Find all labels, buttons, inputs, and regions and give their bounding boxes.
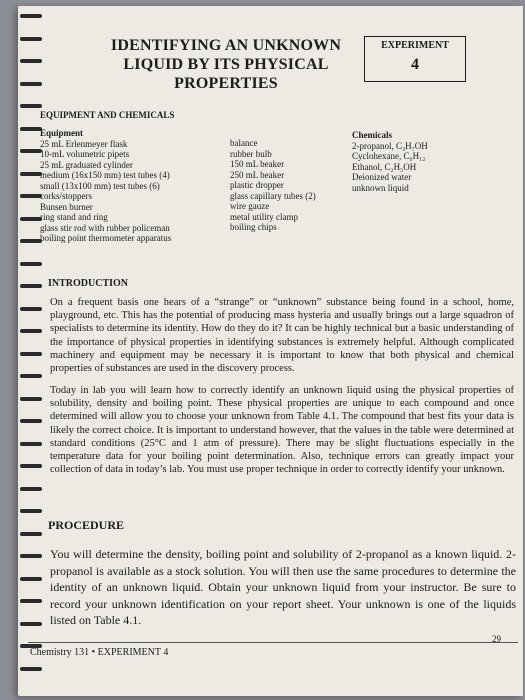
binding-ring [20, 172, 42, 176]
binding-ring [20, 127, 42, 131]
binding-ring [20, 577, 42, 581]
equipment-item: wire gauze [230, 201, 270, 211]
chemical-item: Deionized water [352, 172, 412, 182]
introduction-heading: INTRODUCTION [48, 278, 129, 289]
chemical-item: unknown liquid [352, 182, 409, 193]
equipment-item: 250 mL beaker [230, 169, 285, 180]
binding-ring [20, 374, 42, 378]
equipment-subheading: Equipment [40, 128, 84, 138]
title-line-3: PROPERTIES [174, 75, 278, 92]
equipment-item: small (13x100 mm) test tubes (6) [40, 180, 160, 191]
binding-ring [20, 599, 42, 603]
equipment-item: boiling point thermometer apparatus [40, 233, 172, 243]
chemical-item: Ethanol, C₂H₅OH [352, 161, 417, 172]
equipment-item: corks/stoppers [40, 191, 92, 201]
binding-ring [20, 622, 42, 626]
procedure-paragraph: You will determine the density, boiling point and solubility of 2-propanol as a known liquid. 2-propanol is available as a stock solution. You will then use the same procedures to determine the identity of an unknown liquid. Obtain your unknown liquid from your instructor. Be sure to record your unknown identification on your report sheet. Your unknown is one of the liquids listed on Table 4.1. [50, 547, 516, 627]
binding-ring [20, 442, 42, 446]
binding-ring [20, 59, 42, 63]
equipment-column-2 [230, 138, 316, 233]
equipment-item: glass stir rod with rubber policeman [40, 222, 170, 233]
binding-ring [20, 487, 42, 491]
binding-ring [20, 217, 42, 221]
binding-ring [20, 532, 42, 536]
textbook-page [18, 6, 523, 696]
page-number: 29 [492, 634, 501, 644]
equipment-item: rubber bulb [230, 148, 272, 159]
binding-ring [20, 667, 42, 671]
chemicals-subheading: Chemicals [352, 130, 392, 140]
equipment-item: plastic dropper [230, 180, 284, 190]
equipment-item: ring stand and ring [40, 212, 108, 222]
spiral-binding [18, 6, 36, 696]
binding-ring [20, 352, 42, 356]
binding-ring [20, 82, 42, 86]
binding-ring [20, 104, 42, 108]
binding-ring [20, 397, 42, 401]
binding-ring [20, 194, 42, 198]
title-line-1: IDENTIFYING AN UNKNOWN [110, 37, 342, 54]
chemical-item: Cyclohexane, C₆H₁₂ [352, 151, 426, 161]
binding-ring [20, 464, 42, 468]
equipment-item: glass capillary tubes (2) [230, 190, 316, 201]
introduction-paragraph-1: On a frequent basis one hears of a “strange” or “unknown” substance being found in a school, home, playground, etc. This has the potential of producing mass hysteria and usually brings out a large squadron of specialists to determine its identity. How do they do it? It can be highly technical but a basic understanding of the importance of physical properties in identifying substances is extremely helpful. Although complicated machinery and equipment may be necessary it is important to know that both physical and chemical properties of substances are used in the discovery process. [50, 297, 514, 375]
equipment-item: medium (16x150 mm) test tubes (4) [40, 170, 170, 180]
binding-ring [20, 239, 42, 243]
equipment-heading: EQUIPMENT AND CHEMICALS [40, 110, 175, 120]
binding-ring [20, 14, 42, 18]
binding-ring [20, 307, 42, 311]
equipment-item: boiling chips [230, 222, 277, 232]
binding-ring [20, 509, 42, 513]
chemicals-column [352, 130, 428, 193]
equipment-item: 10-mL volumetric pipets [40, 149, 130, 159]
binding-ring [20, 284, 42, 288]
binding-ring [20, 329, 42, 333]
experiment-number: 4 [411, 56, 419, 73]
procedure-heading: PROCEDURE [48, 518, 125, 532]
footer-course: Chemistry 131 • EXPERIMENT 4 [30, 647, 169, 658]
footer-rule [28, 642, 518, 643]
introduction-paragraph-2: Today in lab you will learn how to correctly identify an unknown liquid using the physical properties of solubility, density and boiling point. These physical properties are unique to each compound and once determined will allow you to choose your unknown from Table 4.1. The compound that best fits your data is likely the correct choice. It is important to understand however, that the values in the table were determined at standard conditions (25°C and 1 atm of pressure). There may be slight fluctuations especially in the temperature data for your boiling point determination. Also, technique errors can greatly impact your collection of data in today’s lab. You must use proper technique in order to correctly identify your unknown. [50, 385, 514, 476]
equipment-item: 25 mL graduated cylinder [40, 159, 133, 170]
equipment-item: 150 mL beaker [230, 159, 285, 169]
equipment-item: Bunsen burner [40, 201, 93, 212]
experiment-box [364, 36, 466, 82]
binding-ring [20, 37, 42, 41]
page-title [106, 36, 346, 93]
binding-ring [20, 554, 42, 558]
equipment-item: 25 mL Erlenmeyer flask [40, 138, 128, 149]
binding-ring [20, 419, 42, 423]
equipment-item: metal utility clamp [230, 211, 298, 222]
equipment-item: balance [230, 138, 258, 148]
experiment-label: EXPERIMENT [381, 40, 449, 51]
chemical-item: 2-propanol, C₃H₇OH [352, 140, 428, 151]
title-line-2: LIQUID BY ITS PHYSICAL [123, 56, 329, 73]
equipment-column-1 [40, 128, 171, 244]
binding-ring [20, 262, 42, 266]
binding-ring [20, 149, 42, 153]
